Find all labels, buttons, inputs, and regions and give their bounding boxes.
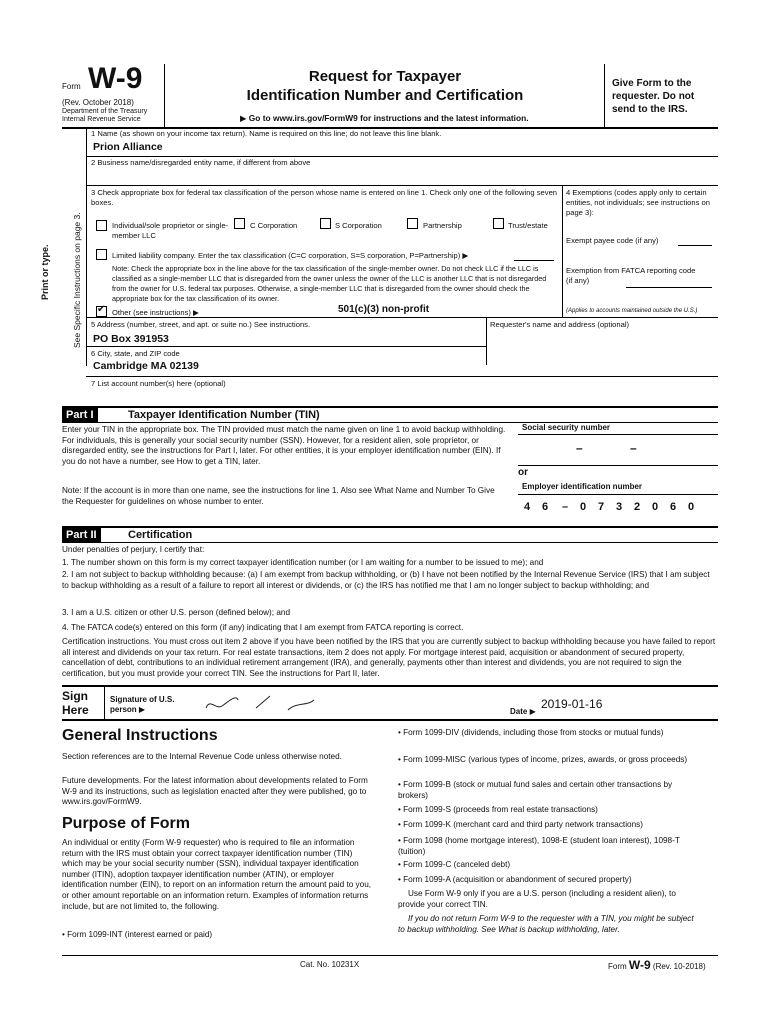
checkbox-other[interactable] bbox=[96, 306, 107, 317]
form-title-line1: Request for Taxpayer bbox=[308, 68, 462, 85]
label-s-corp: S Corporation bbox=[335, 221, 382, 230]
checkbox-s-corp[interactable] bbox=[320, 218, 331, 229]
purpose-p1: An individual or entity (Form W-9 requester) who is required to file an information return with the IRS must obtain your correct taxpayer identification number (TIN) which may be your social security number (SSN), individual taxpayer identification number (ITIN), adoption taxpayer identification number (ATIN), or employer identification number (EIN), to report on an information return the amount paid to you, or other amount reportable on an information return. Examples of information returns include, but are not limited to, the following. bbox=[62, 838, 372, 911]
exempt-payee-label: Exempt payee code (if any) bbox=[566, 236, 659, 245]
llc-note: Note: Check the appropriate box in the line above for the tax classification of the single-member owner. Do not check LLC if the LLC is classified as a single-member LLC that is disregarded from the owner unless the owner of the LLC is another LLC that is not disregarded from the owner for U.S. federal tax purposes. Otherwise, a single-member LLC that is disregarded from the owner should check the appropriate box for the tax classification of its owner. bbox=[112, 264, 547, 303]
line1-name-field[interactable]: Prion Alliance bbox=[93, 141, 163, 153]
form-number: W-9 bbox=[88, 62, 143, 95]
label-other: Other (see instructions) ▶ bbox=[112, 308, 199, 317]
line7-label: 7 List account number(s) here (optional) bbox=[91, 379, 226, 388]
department-label: Department of the Treasury bbox=[62, 108, 148, 115]
line7-account-field[interactable] bbox=[91, 390, 711, 402]
ein-digit: 4 bbox=[523, 501, 531, 513]
ein-dash: – bbox=[561, 501, 569, 513]
right-item: • Form 1098 (home mortgage interest), 1098-E (student loan interest), 1098-T (tuition) bbox=[398, 836, 680, 856]
line6-city-field[interactable]: Cambridge MA 02139 bbox=[93, 360, 199, 372]
ein-digit: 2 bbox=[633, 501, 641, 513]
right-item: • Form 1099-MISC (various types of income, prizes, awards, or gross proceeds) bbox=[398, 755, 688, 764]
line2-business-field[interactable] bbox=[93, 170, 713, 184]
purpose-heading: Purpose of Form bbox=[62, 815, 191, 832]
ssn-label: Social security number bbox=[522, 423, 611, 432]
part1-title: Taxpayer Identification Number (TIN) bbox=[128, 409, 320, 421]
line1-label: 1 Name (as shown on your income tax return). Name is required on this line; do not leave this line blank. bbox=[91, 129, 442, 138]
line3-label: 3 Check appropriate box for federal tax classification of the person whose name is entered on line 1. Check only one of the following seven boxes. bbox=[91, 188, 558, 207]
or-label: or bbox=[518, 467, 528, 478]
if-not-return-text: If you do not return Form W-9 to the requester with a TIN, you might be subject to backup withholding. See What is backup withholding, later. bbox=[398, 914, 694, 934]
checkbox-trust[interactable] bbox=[493, 218, 504, 229]
checkbox-c-corp[interactable] bbox=[234, 218, 245, 229]
use-form-text: Use Form W-9 only if you are a U.S. person (including a resident alien), to provide your correct TIN. bbox=[398, 889, 676, 909]
right-item: • Form 1099-B (stock or mutual fund sales and certain other transactions by brokers) bbox=[398, 780, 673, 800]
ssn-field[interactable] bbox=[518, 434, 718, 466]
general-p1: Section references are to the Internal Revenue Code unless otherwise noted. bbox=[62, 752, 342, 761]
label-c-corp: C Corporation bbox=[250, 221, 298, 230]
date-label: Date ▶ bbox=[510, 707, 536, 716]
ein-digit: 0 bbox=[687, 501, 695, 513]
give-form-note: Give Form to the requester. Do not send to the IRS. bbox=[612, 78, 695, 115]
ein-label: Employer identification number bbox=[522, 482, 643, 491]
ein-digit: 6 bbox=[669, 501, 677, 513]
line6-label: 6 City, state, and ZIP code bbox=[91, 349, 180, 358]
checkbox-llc[interactable] bbox=[96, 249, 107, 260]
footer-rev: (Rev. 10-2018) bbox=[652, 962, 706, 971]
goto-instructions: ▶ Go to www.irs.gov/FormW9 for instructions and the latest information. bbox=[240, 113, 529, 123]
form-label: Form bbox=[62, 82, 81, 91]
signature-scribble bbox=[196, 688, 496, 718]
future-developments: Future developments. For the latest information about developments related to Form W-9 and its instructions, such as legislation enacted after they were published, go to www.irs.gov/FormW9. bbox=[62, 776, 368, 807]
sign-here-label: Sign Here bbox=[62, 689, 89, 717]
part2-intro: Under penalties of perjury, I certify that: bbox=[62, 545, 205, 554]
part1-tag: Part I bbox=[62, 408, 98, 422]
exempt-payee-field[interactable] bbox=[678, 245, 712, 246]
checkbox-partnership[interactable] bbox=[407, 218, 418, 229]
footer-form-label: Form W-9 (Rev. 10-2018) bbox=[608, 958, 706, 972]
cert-instructions: Certification instructions. You must cross out item 2 above if you have been notified by the IRS that you are currently subject to backup withholding because you have failed to report all interest and dividends on your tax return. For real estate transactions, item 2 does not apply. For mortgage interest paid, acquisition or abandonment of secured property, cancellation of debt, contributions to an individual retirement arrangement (IRA), and generally, payments other than interest and dividends, you are not required to sign the certification, but you must provide your correct TIN. See the instructions for Part II, later. bbox=[62, 637, 716, 678]
line5-address-field[interactable]: PO Box 391953 bbox=[93, 333, 169, 345]
fatca-label: Exemption from FATCA reporting code (if any) bbox=[566, 266, 696, 285]
right-item: • Form 1099-S (proceeds from real estate transactions) bbox=[398, 805, 598, 814]
line4-label: 4 Exemptions (codes apply only to certain entities, not individuals; see instructions on page 3): bbox=[566, 188, 710, 217]
right-item: • Form 1099-A (acquisition or abandonment of secured property) bbox=[398, 875, 632, 884]
ssn-dash-1: – bbox=[576, 441, 583, 455]
part2-title: Certification bbox=[128, 529, 193, 541]
label-partnership: Partnership bbox=[423, 221, 462, 230]
llc-classification-field[interactable] bbox=[514, 260, 554, 261]
footer-w9: W-9 bbox=[628, 958, 651, 972]
ein-digit: 3 bbox=[615, 501, 623, 513]
label-trust: Trust/estate bbox=[508, 221, 548, 230]
other-value-field[interactable]: 501(c)(3) non-profit bbox=[338, 304, 430, 315]
fatca-field[interactable] bbox=[626, 287, 712, 288]
label-llc: Limited liability company. Enter the tax classification (C=C corporation, S=S corporation, P=Partnership) ▶ bbox=[112, 251, 469, 260]
line2-label: 2 Business name/disregarded entity name, if different from above bbox=[91, 158, 311, 167]
part1-text: Enter your TIN in the appropriate box. The TIN provided must match the name given on line 1 to avoid backup withholding. For individuals, this is generally your social security number (SSN). However, for a resident alien, sole proprietor, or disregarded entity, see the instructions for Part I, later. For other entities, it is your employer identification number (EIN). If you do not have a number, see How to get a TIN, later. bbox=[62, 425, 506, 466]
signature-label: Signature of U.S. person ▶ bbox=[110, 695, 175, 714]
ein-digit: 6 bbox=[541, 501, 549, 513]
cert-item-1: 1. The number shown on this form is my correct taxpayer identification number (or I am waiting for a number to be issued to me); and bbox=[62, 558, 544, 567]
date-field[interactable]: 2019-01-16 bbox=[541, 697, 603, 711]
side-see-instructions: See Specific Instructions on page 3. bbox=[72, 212, 82, 348]
ein-digit: 7 bbox=[597, 501, 605, 513]
ein-field[interactable] bbox=[518, 495, 718, 521]
cert-item-2: 2. I am not subject to backup withholding because: (a) I am exempt from backup withholding, or (b) I have not been notified by the Internal Revenue Service (IRS) that I am subject to backup withholding as a result of a failure to report all interest or dividends, or (c) the IRS has notified me that I am no longer subject to backup withholding; and bbox=[62, 570, 710, 590]
revision-date: (Rev. October 2018) bbox=[62, 98, 134, 107]
purpose-p2: • Form 1099-INT (interest earned or paid) bbox=[62, 930, 213, 939]
ein-digit: 0 bbox=[651, 501, 659, 513]
cert-item-4: 4. The FATCA code(s) entered on this form (if any) indicating that I am exempt from FATCA reporting is correct. bbox=[62, 623, 464, 632]
right-item: • Form 1099-DIV (dividends, including those from stocks or mutual funds) bbox=[398, 728, 664, 737]
general-instructions-heading: General Instructions bbox=[62, 727, 218, 744]
side-print-type: Print or type. bbox=[40, 244, 50, 300]
ein-digit: 0 bbox=[579, 501, 587, 513]
part1-note: Note: If the account is in more than one name, see the instructions for line 1. Also see What Name and Number To Give the Requester for guidelines on whose number to enter. bbox=[62, 486, 495, 506]
line5-label: 5 Address (number, street, and apt. or suite no.) See instructions. bbox=[91, 320, 311, 329]
fatca-note: (Applies to accounts maintained outside the U.S.) bbox=[566, 308, 698, 314]
part2-tag: Part II bbox=[62, 528, 101, 542]
cert-item-3: 3. I am a U.S. citizen or other U.S. person (defined below); and bbox=[62, 608, 290, 617]
ssn-dash-2: – bbox=[630, 441, 637, 455]
right-item: • Form 1099-C (canceled debt) bbox=[398, 860, 511, 869]
irs-label: Internal Revenue Service bbox=[62, 116, 141, 123]
label-individual: Individual/sole proprietor or single-member LLC bbox=[112, 221, 229, 240]
cat-number: Cat. No. 10231X bbox=[300, 960, 360, 969]
form-title-line2: Identification Number and Certification bbox=[246, 87, 524, 104]
right-item: • Form 1099-K (merchant card and third party network transactions) bbox=[398, 820, 643, 829]
signature-field[interactable] bbox=[196, 688, 496, 718]
checkbox-individual[interactable] bbox=[96, 220, 107, 231]
requester-label: Requester's name and address (optional) bbox=[490, 320, 630, 329]
